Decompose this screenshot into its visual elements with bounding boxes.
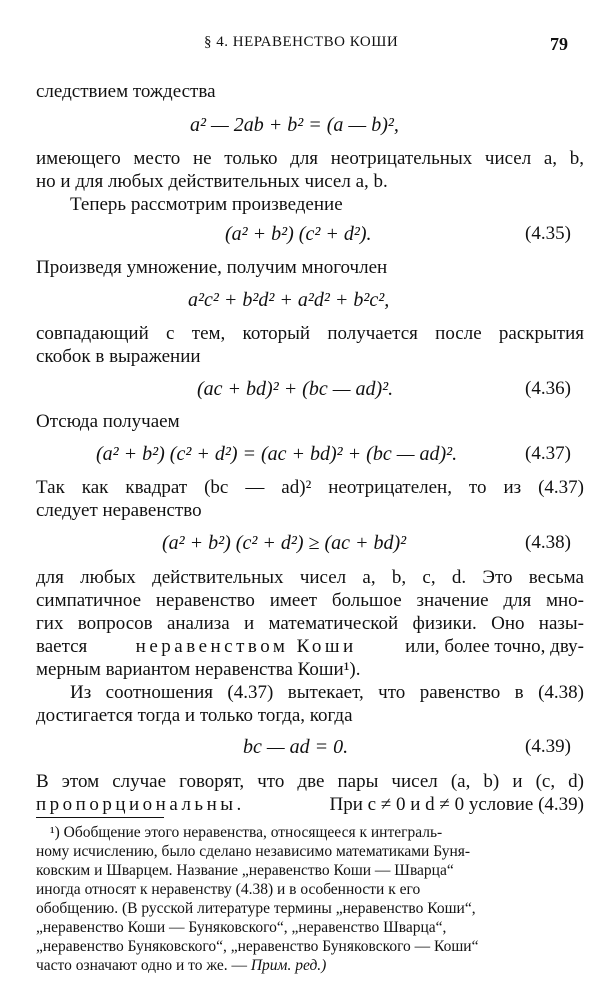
emphasized-term: неравенством Коши — [135, 636, 357, 657]
footnote-line: ному исчислению, было сделано независимо математиками Буня- — [36, 843, 471, 860]
text-line: имеющего место не только для неотрицательных чисел a, b, — [36, 148, 584, 169]
text-line: следствием тождества — [36, 81, 216, 102]
text-line: следует неравенство — [36, 500, 202, 521]
text-line: гих вопросов анализа и математической физики. Оно назы- — [36, 613, 584, 634]
equation-number-4-35: (4.35) — [525, 223, 571, 244]
equation-4-35: (a² + b²) (c² + d²). — [225, 223, 372, 245]
text-line — [36, 635, 584, 659]
text-line: Теперь рассмотрим произведение — [70, 194, 343, 215]
equation-number-4-39: (4.39) — [525, 736, 571, 757]
equation-4-38: (a² + b²) (c² + d²) ≥ (ac + bd)² — [162, 532, 407, 554]
text-line: мерным вариантом неравенства Коши¹). — [36, 659, 361, 680]
footnote-line — [36, 956, 326, 975]
text-line: для любых действительных чисел a, b, c, d. Это весьма — [36, 567, 584, 588]
footnote-line: обобщению. (В русской литературе термины „неравенство Коши“, — [36, 900, 476, 917]
text-line: совпадающий с тем, который получается после раскрытия — [36, 323, 584, 344]
text-fragment: часто означают одно и то же. — — [36, 957, 247, 974]
text-line: Отсюда получаем — [36, 411, 180, 432]
text-line: Так как квадрат (bc — ad)² неотрицателен, то из (4.37) — [36, 477, 584, 498]
running-head: § 4. НЕРАВЕНСТВО КОШИ — [204, 34, 399, 50]
equation-number-4-37: (4.37) — [525, 443, 571, 464]
text-line: но и для любых действительных чисел a, b. — [36, 171, 388, 192]
footnote-line: „неравенство Буняковского“, „неравенство Буняковского — Коши“ — [36, 938, 479, 955]
footnote-line: иногда относят к неравенству (4.38) и в особенности к его — [36, 881, 421, 898]
page-number: 79 — [550, 34, 568, 54]
text-line: В этом случае говорят, что две пары чисел (a, b) и (c, d) — [36, 771, 584, 792]
text-line: Из соотношения (4.37) вытекает, что равенство в (4.38) — [70, 682, 584, 703]
footnote-line: ¹) Обобщение этого неравенства, относящееся к интеграль- — [50, 824, 443, 841]
equation-identity: a² — 2ab + b² = (a — b)², — [190, 114, 399, 136]
text-line: Произведя умножение, получим многочлен — [36, 257, 388, 278]
equation-4-36: (ac + bd)² + (bc — ad)². — [197, 378, 394, 400]
text-line: скобок в выражении — [36, 346, 201, 367]
equation-number-4-36: (4.36) — [525, 378, 571, 399]
footnote-line: „неравенство Коши — Буняковского“, „неравенство Шварца“, — [36, 919, 447, 936]
emphasized-term: пропорциональны. — [36, 794, 245, 815]
text-fragment: вается — [36, 636, 88, 657]
equation-polynomial: a²c² + b²d² + a²d² + b²c², — [188, 289, 390, 311]
text-line — [36, 793, 584, 817]
equation-4-39: bc — ad = 0. — [243, 736, 349, 758]
equation-number-4-38: (4.38) — [525, 532, 571, 553]
text-fragment: или, более точно, дву- — [405, 636, 584, 657]
equation-4-37: (a² + b²) (c² + d²) = (ac + bd)² + (bc — ad)². — [96, 443, 458, 465]
text-line: симпатичное неравенство имеет большое значение для мно- — [36, 590, 584, 611]
footnote-rule — [36, 817, 164, 818]
footnote-line: ковским и Шварцем. Название „неравенство Коши — Шварца“ — [36, 862, 454, 879]
text-line: достигается тогда и только тогда, когда — [36, 705, 353, 726]
text-fragment: При c ≠ 0 и d ≠ 0 условие (4.39) — [329, 794, 584, 815]
editor-note: Прим. ред.) — [250, 957, 327, 974]
